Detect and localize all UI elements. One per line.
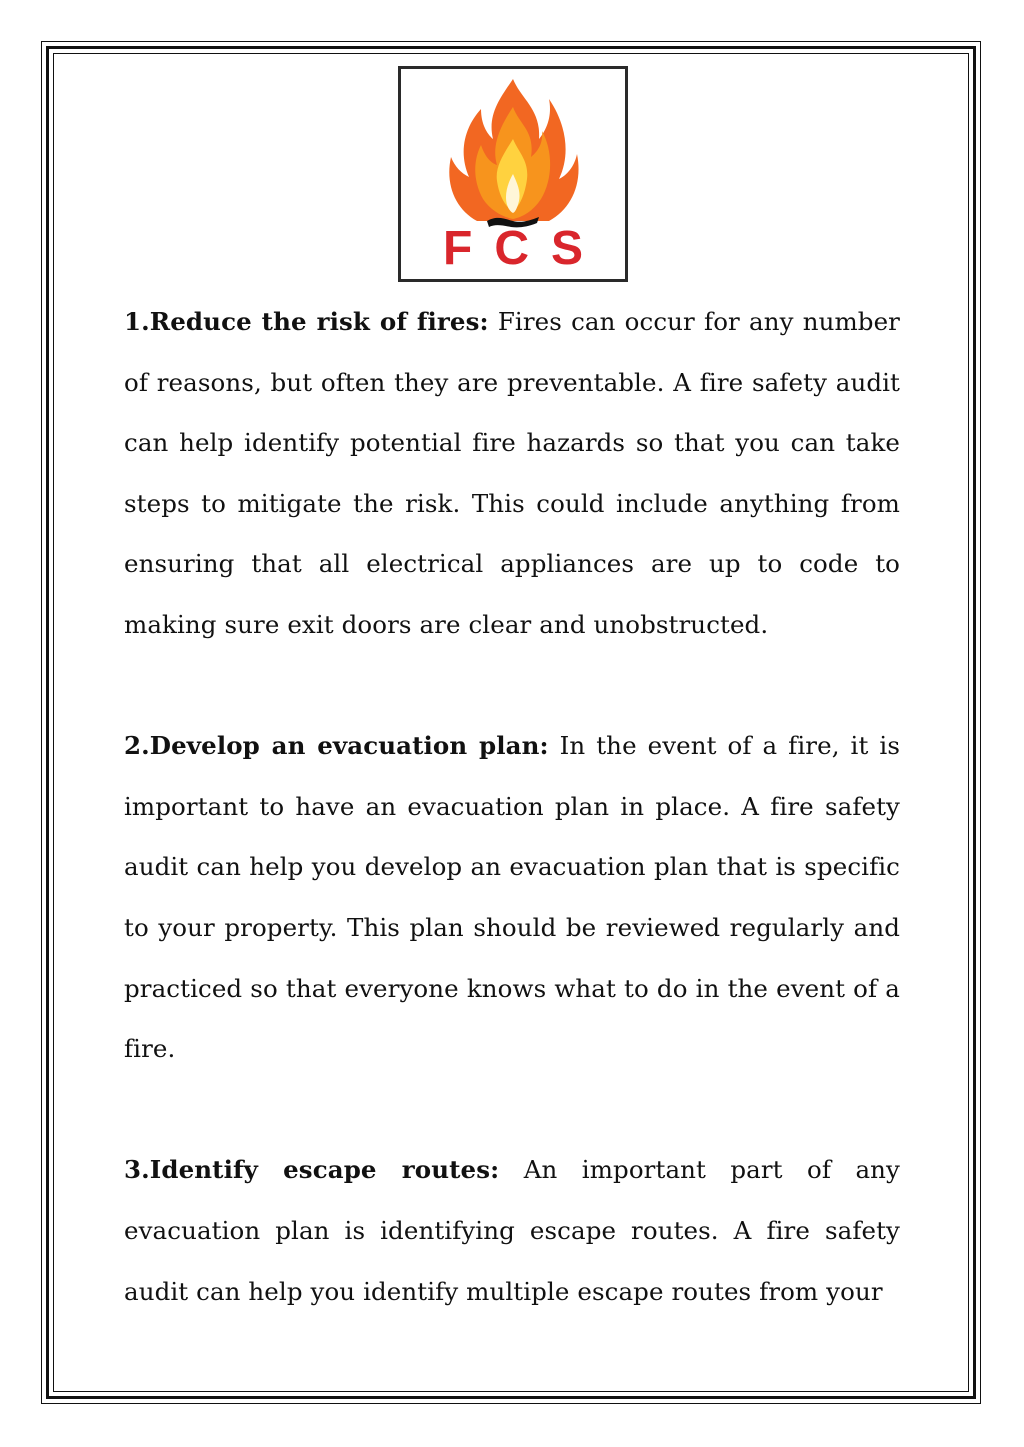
section-heading: 3.Identify escape routes:	[124, 1155, 500, 1185]
section-evacuation-plan	[124, 716, 900, 1080]
section-body: Fires can occur for any number of reasons, but often they are preventable. A fire safety audit can help identify potential fire hazards so that you can take steps to mitigate the risk. This could include anything from ensuring that all electrical appliances are up to code to making sure exit doors are clear and unobstructed.	[124, 307, 900, 639]
section-reduce-risk	[124, 292, 900, 656]
document-body	[124, 292, 900, 1383]
section-heading: 2.Develop an evacuation plan:	[124, 731, 549, 761]
section-body: An important part of any evacuation plan is identifying escape routes. A fire safety audit can help you identify multiple escape routes from your	[124, 1155, 900, 1306]
section-escape-routes	[124, 1140, 900, 1322]
section-heading: 1.Reduce the risk of fires:	[124, 307, 489, 336]
logo-text: FCS	[443, 222, 605, 275]
section-body: In the event of a fire, it is important to have an evacuation plan in place. A fire safety audit can help you develop an evacuation plan that is specific to your property. This plan should be reviewed regularly and practiced so that everyone knows what to do in the event of a fire.	[124, 731, 900, 1064]
fcs-logo	[398, 66, 628, 282]
